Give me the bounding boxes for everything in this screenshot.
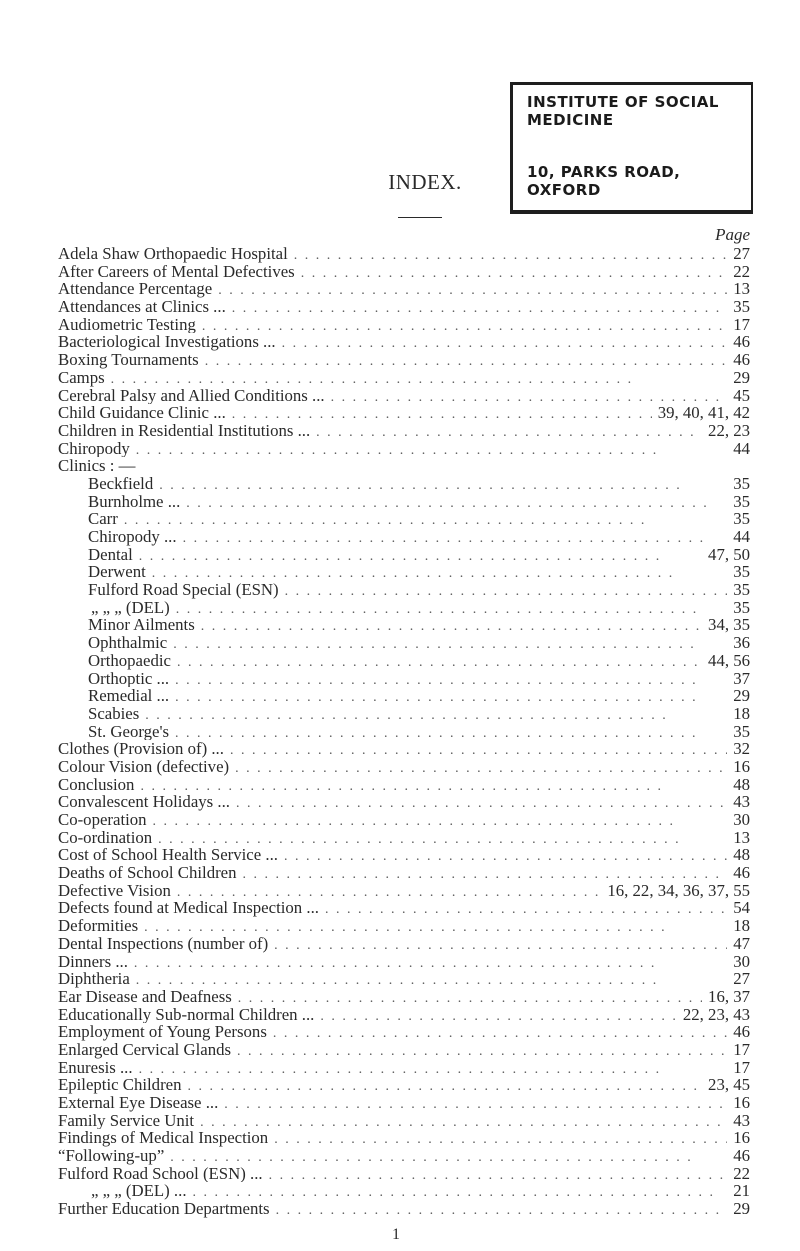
- entry-label: Attendances at Clinics ...: [58, 298, 226, 316]
- entry-label: „ „ „ (DEL) ...: [91, 1182, 187, 1201]
- dot-leader: [224, 1096, 727, 1112]
- dot-leader: [175, 725, 727, 741]
- entry-label: Enlarged Cervical Glands: [58, 1040, 232, 1059]
- dot-leader: [230, 742, 727, 758]
- entry-pages: 18: [733, 917, 750, 935]
- dot-leader: [183, 530, 728, 546]
- entry-label: Carr: [88, 510, 118, 528]
- index-entry: [58, 970, 750, 988]
- entry-pages: 22: [733, 1164, 750, 1183]
- entry-pages: 27: [733, 970, 750, 988]
- entry-pages: 27: [733, 245, 750, 263]
- index-entry: [58, 316, 750, 334]
- index-entry: [58, 758, 750, 776]
- entry-label: Fulford Road Special (ESN): [88, 581, 279, 599]
- entry-pages: 46: [733, 864, 750, 882]
- dot-leader: [274, 1131, 727, 1147]
- entry-label: Burnholme ...: [88, 492, 181, 511]
- index-entry: [58, 369, 750, 387]
- index-entry: [58, 1094, 750, 1112]
- index-entry: [58, 351, 750, 369]
- dot-leader: [269, 1167, 728, 1183]
- dot-leader: [177, 884, 602, 900]
- entry-pages: 44: [733, 528, 750, 546]
- entry-label: Enuresis ...: [58, 1058, 133, 1077]
- entry-pages: 21: [733, 1182, 750, 1201]
- index-entry: [58, 1076, 750, 1094]
- entry-label: Ophthalmic: [88, 634, 168, 652]
- dot-leader: [193, 1184, 728, 1200]
- dot-leader: [175, 689, 727, 705]
- dot-leader: [205, 353, 728, 369]
- dot-leader: [331, 389, 728, 405]
- entry-label: Co-ordination: [58, 828, 153, 847]
- stamp-line-3: 10, PARKS ROAD,: [527, 163, 681, 181]
- entry-label: Bacteriological Investigations ...: [58, 333, 276, 352]
- dot-leader: [301, 265, 728, 281]
- entry-label: Dental Inspections (number of): [58, 934, 269, 953]
- entry-pages: 22: [733, 262, 750, 281]
- entry-label: Fulford Road School (ESN) ...: [58, 1164, 263, 1183]
- page-column-header: Page: [715, 225, 750, 244]
- entry-pages: 16: [733, 757, 750, 776]
- entry-label: Educationally Sub-normal Children ...: [58, 1005, 315, 1024]
- dot-leader: [237, 1043, 727, 1059]
- entry-label: Beckfield: [88, 474, 154, 493]
- index-entry: [58, 1182, 750, 1200]
- index-entry: [58, 882, 750, 900]
- entry-pages: 47: [733, 934, 750, 953]
- dot-leader: [285, 583, 728, 599]
- index-entry: [58, 404, 750, 422]
- entry-pages: 35: [733, 474, 750, 493]
- dot-leader: [176, 601, 727, 617]
- entry-pages: 35: [733, 298, 750, 316]
- entry-pages: 43: [733, 793, 750, 811]
- index-entry: [58, 581, 750, 599]
- index-entry: [58, 953, 750, 971]
- dot-leader: [284, 848, 727, 864]
- entry-label: Findings of Medical Inspection: [58, 1129, 269, 1148]
- index-entry: [58, 899, 750, 917]
- entry-label: Children in Residential Institutions ...: [58, 421, 311, 440]
- entry-label: “Following-up”: [58, 1147, 165, 1165]
- index-entry: [58, 634, 750, 652]
- dot-leader: [273, 1025, 727, 1041]
- entry-label: Further Education Departments: [58, 1200, 270, 1218]
- entry-pages: 34, 35: [708, 616, 750, 635]
- page-number: 1: [392, 1226, 400, 1243]
- index-entry: [58, 528, 750, 546]
- index-entry: [58, 1200, 750, 1218]
- entry-pages: 39, 40, 41, 42: [657, 404, 750, 422]
- entry-pages: 17: [733, 1058, 750, 1077]
- index-entry: [58, 1023, 750, 1041]
- entry-label: Convalescent Holidays ...: [58, 793, 230, 811]
- entry-pages: 16: [733, 1094, 750, 1112]
- entry-pages: 46: [733, 1147, 750, 1165]
- dot-leader: [124, 512, 727, 528]
- entry-label: After Careers of Mental Defectives: [58, 262, 295, 281]
- entry-pages: 17: [733, 315, 750, 334]
- index-entry: [58, 457, 750, 475]
- entry-label: Deformities: [58, 917, 139, 935]
- entry-label: Conclusion: [58, 775, 135, 794]
- library-stamp: [510, 82, 753, 214]
- dot-leader: [238, 990, 702, 1006]
- index-entry: [58, 829, 750, 847]
- entry-pages: 16: [733, 1129, 750, 1148]
- entry-pages: 44: [733, 439, 750, 458]
- dot-leader: [232, 300, 727, 316]
- dot-leader: [316, 424, 702, 440]
- dot-leader: [188, 1078, 703, 1094]
- dot-leader: [177, 654, 702, 670]
- dot-leader: [144, 919, 727, 935]
- dot-leader: [325, 901, 727, 917]
- index-entry: [58, 776, 750, 794]
- index-entry: [58, 493, 750, 511]
- index-entry: [58, 616, 750, 634]
- dot-leader: [236, 795, 727, 811]
- dot-leader: [173, 636, 727, 652]
- index-entry: [58, 1147, 750, 1165]
- entry-pages: 17: [733, 1040, 750, 1059]
- entry-label: Epileptic Children: [58, 1076, 182, 1094]
- entry-label: Ear Disease and Deafness: [58, 987, 232, 1006]
- entry-label: Audiometric Testing: [58, 315, 196, 334]
- index-entry: [58, 1165, 750, 1183]
- index-entry: [58, 1129, 750, 1147]
- entry-label: Camps: [58, 368, 105, 387]
- entry-pages: 13: [733, 828, 750, 847]
- entry-label: Derwent: [88, 563, 146, 582]
- dot-leader: [232, 406, 652, 422]
- entry-pages: 43: [733, 1111, 750, 1130]
- index-entry: [58, 599, 750, 617]
- dot-leader: [111, 371, 728, 387]
- page-title: INDEX.: [388, 170, 462, 194]
- entry-pages: 22, 23: [708, 421, 750, 440]
- dot-leader: [153, 813, 728, 829]
- entry-pages: 35: [733, 598, 750, 617]
- index-entry: [58, 546, 750, 564]
- entry-pages: 35: [733, 581, 750, 599]
- entry-label: Cost of School Health Service ...: [58, 846, 278, 865]
- entry-pages: 48: [733, 846, 750, 865]
- index-entry: [58, 387, 750, 405]
- dot-leader: [140, 778, 727, 794]
- entry-label: Colour Vision (defective): [58, 757, 230, 776]
- index-entry: [58, 422, 750, 440]
- dot-leader: [136, 442, 727, 458]
- index-entry: [58, 333, 750, 351]
- entry-label: Cerebral Palsy and Allied Conditions ...: [58, 386, 325, 405]
- index-entry: [58, 988, 750, 1006]
- entry-pages: 45: [733, 386, 750, 405]
- dot-leader: [201, 618, 702, 634]
- entry-pages: 13: [733, 280, 750, 299]
- entry-pages: 35: [733, 510, 750, 528]
- index-entry: [58, 811, 750, 829]
- index-entry: [58, 670, 750, 688]
- index-entry: [58, 1041, 750, 1059]
- dot-leader: [218, 282, 727, 298]
- stamp-line-2: MEDICINE: [527, 111, 614, 129]
- entry-pages: 35: [733, 722, 750, 741]
- entry-pages: 46: [733, 351, 750, 369]
- dot-leader: [152, 565, 727, 581]
- index-entry: [58, 723, 750, 741]
- entry-pages: 16, 37: [708, 987, 750, 1006]
- entry-label: „ „ „ (DEL): [91, 598, 170, 617]
- entry-pages: 16, 22, 34, 36, 37, 55: [607, 881, 750, 900]
- index-entry: [58, 740, 750, 758]
- entry-label: Defects found at Medical Inspection ...: [58, 899, 319, 918]
- entry-label: Remedial ...: [88, 687, 170, 705]
- entry-label: Clothes (Provision of) ...: [58, 740, 224, 758]
- index-entry: [58, 793, 750, 811]
- index-entry: [58, 1112, 750, 1130]
- entry-label: Boxing Tournaments: [58, 351, 199, 369]
- dot-leader: [274, 937, 727, 953]
- index-entry: [58, 687, 750, 705]
- entry-pages: 46: [733, 333, 750, 352]
- dot-leader: [139, 1061, 728, 1077]
- dot-leader: [159, 477, 727, 493]
- dot-leader: [158, 831, 727, 847]
- entry-label: Employment of Young Persons: [58, 1023, 267, 1041]
- dot-leader: [243, 866, 728, 882]
- dot-leader: [134, 955, 727, 971]
- entry-label: Minor Ailments: [88, 616, 195, 635]
- index-entry: [58, 935, 750, 953]
- entry-label: Family Service Unit: [58, 1111, 195, 1130]
- index-entry: [58, 263, 750, 281]
- index-entry: [58, 298, 750, 316]
- entry-label: External Eye Disease ...: [58, 1094, 219, 1112]
- entry-pages: 54: [733, 899, 750, 918]
- entry-label: Chiropody ...: [88, 528, 177, 546]
- index-entry: [58, 652, 750, 670]
- entry-label: Scabies: [88, 704, 140, 723]
- index-entry: [58, 1006, 750, 1024]
- entry-label: Orthoptic ...: [88, 669, 170, 688]
- dot-leader: [145, 707, 727, 723]
- entry-label: Clinics : —: [58, 457, 136, 475]
- index-entry: [58, 245, 750, 263]
- index-entry: [58, 864, 750, 882]
- dot-leader: [175, 672, 727, 688]
- entry-pages: 29: [733, 1200, 750, 1218]
- entry-pages: 23, 45: [708, 1076, 750, 1094]
- entry-label: Deaths of School Children: [58, 864, 237, 882]
- entry-label: Adela Shaw Orthopaedic Hospital: [58, 245, 288, 263]
- index-entry: [58, 440, 750, 458]
- index-entry: [58, 1059, 750, 1077]
- index-entry: [58, 846, 750, 864]
- index-entry: [58, 475, 750, 493]
- entry-pages: 32: [733, 740, 750, 758]
- dot-leader: [186, 495, 727, 511]
- index-entry: [58, 917, 750, 935]
- entry-pages: 22, 23, 43: [682, 1005, 750, 1024]
- entry-pages: 46: [733, 1023, 750, 1041]
- entry-pages: 48: [733, 775, 750, 794]
- entry-pages: 35: [733, 563, 750, 582]
- index-entry: [58, 280, 750, 298]
- entry-pages: 30: [733, 811, 750, 829]
- entry-pages: 18: [733, 704, 750, 723]
- entry-pages: 44, 56: [708, 651, 750, 670]
- entry-label: Chiropody: [58, 439, 130, 458]
- dot-leader: [136, 972, 727, 988]
- entry-pages: 29: [733, 368, 750, 387]
- stamp-line-1: INSTITUTE OF SOCIAL: [527, 93, 719, 111]
- dot-leader: [294, 247, 727, 263]
- entry-pages: 37: [733, 669, 750, 688]
- index-entry: [58, 705, 750, 723]
- entry-label: St. George's: [88, 722, 170, 741]
- entry-label: Dinners ...: [58, 952, 128, 971]
- dot-leader: [200, 1114, 727, 1130]
- dot-leader: [320, 1008, 677, 1024]
- entry-pages: 47, 50: [708, 545, 750, 564]
- entry-label: Defective Vision: [58, 881, 171, 900]
- index-entry: [58, 563, 750, 581]
- dot-leader: [276, 1202, 728, 1218]
- entry-pages: 35: [733, 492, 750, 511]
- dot-leader: [282, 335, 728, 351]
- title-rule: [398, 217, 442, 218]
- stamp-line-4: OXFORD: [527, 181, 601, 199]
- entry-label: Orthopaedic: [88, 651, 171, 670]
- entry-label: Attendance Percentage: [58, 280, 213, 299]
- entry-pages: 30: [733, 952, 750, 971]
- entry-label: Dental: [88, 545, 133, 564]
- dot-leader: [170, 1149, 727, 1165]
- dot-leader: [139, 548, 702, 564]
- index-list: [58, 245, 750, 1218]
- entry-pages: 29: [733, 687, 750, 705]
- dot-leader: [202, 318, 727, 334]
- entry-label: Child Guidance Clinic ...: [58, 404, 226, 422]
- dot-leader: [235, 760, 727, 776]
- index-entry: [58, 510, 750, 528]
- entry-label: Diphtheria: [58, 970, 130, 988]
- entry-pages: 36: [733, 634, 750, 652]
- entry-label: Co-operation: [58, 811, 147, 829]
